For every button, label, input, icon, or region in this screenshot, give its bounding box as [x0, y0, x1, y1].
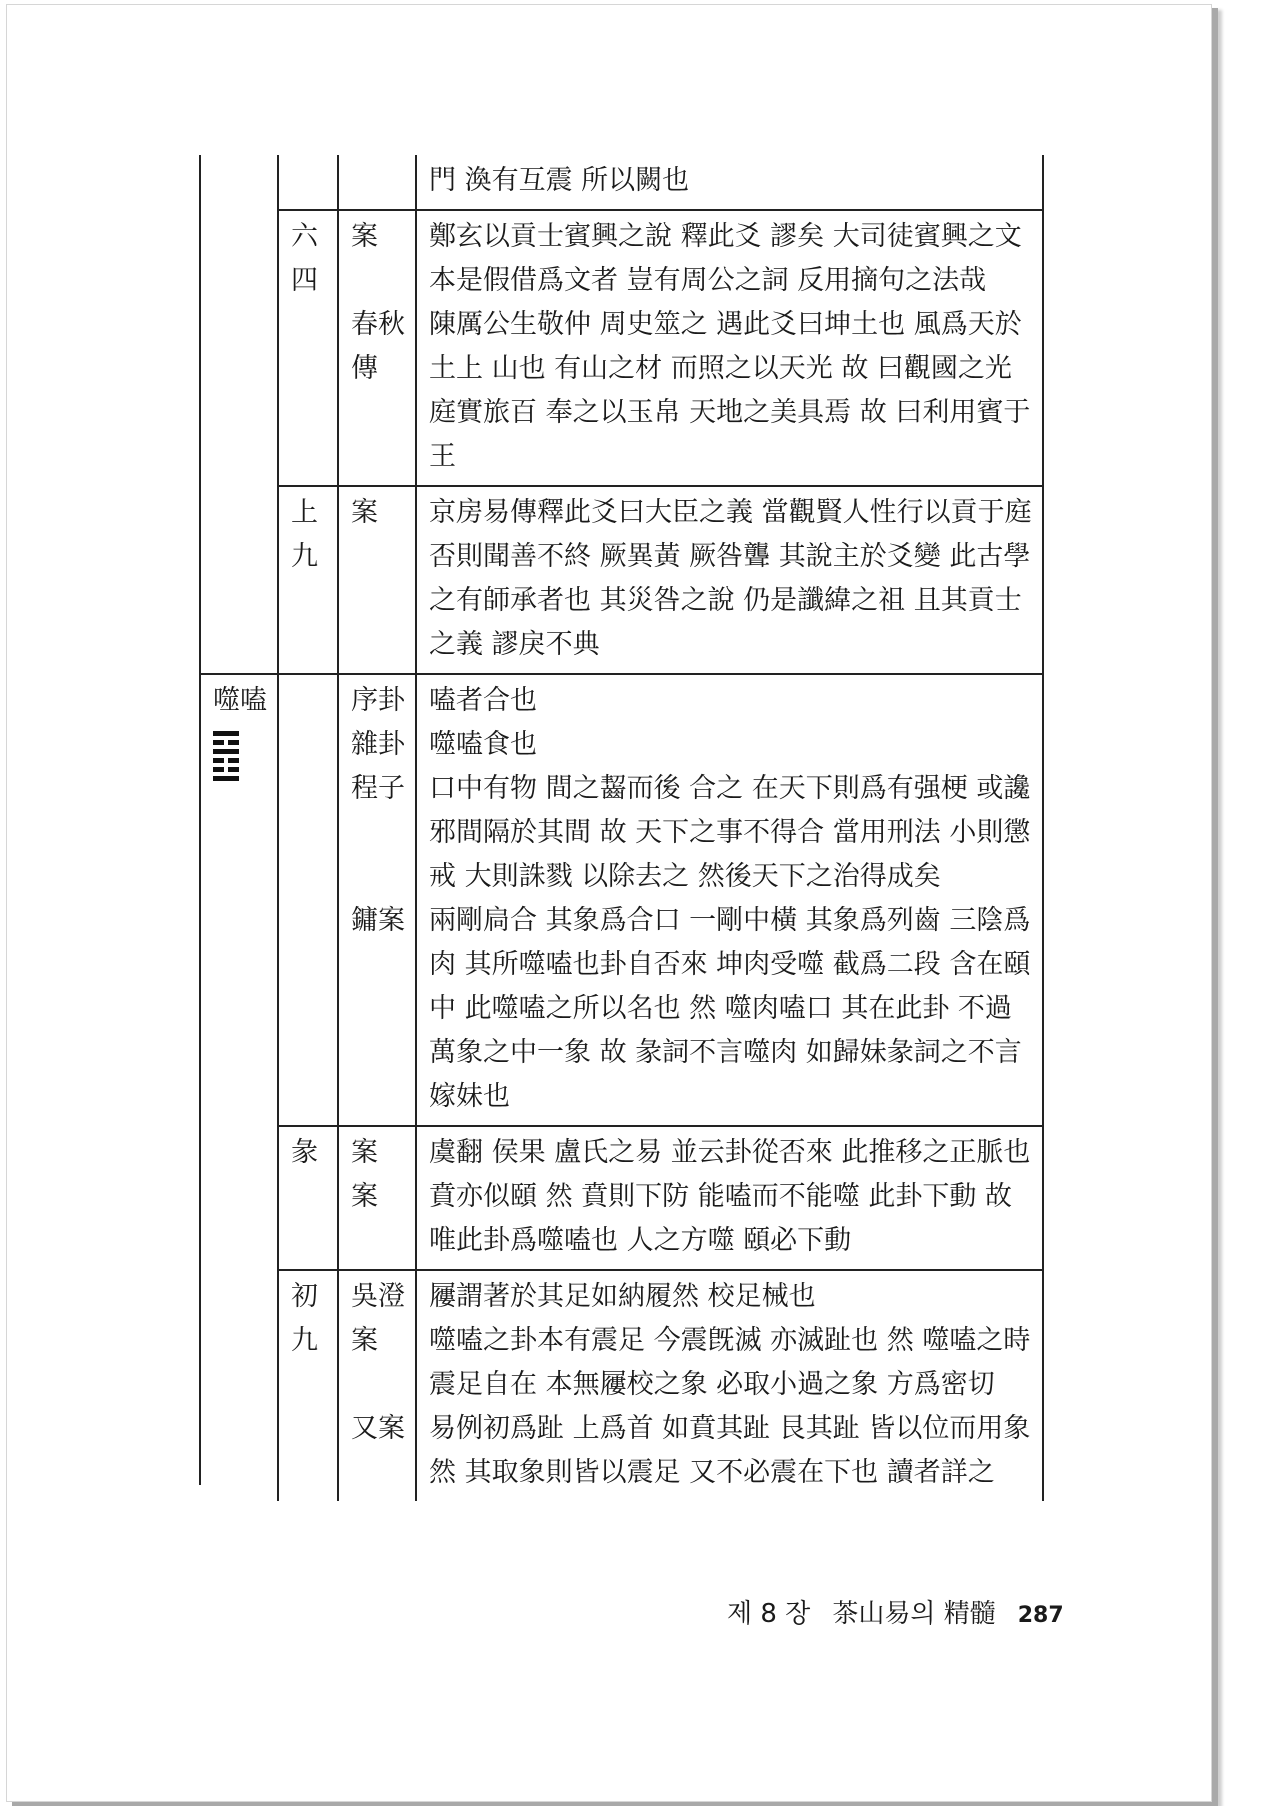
text-line: 噬嗑之卦本有震足 今震旣滅 亦滅趾也 然 噬嗑之時	[429, 1325, 1031, 1356]
text-line: 邪間隔於其間 故 天下之事不得合 當用刑法 小則懲	[429, 817, 1031, 848]
text-line: 之有師承者也 其災咎之說 仍是讖緯之祖 且其貢士	[429, 585, 1022, 616]
text-line: 本是假借爲文者 豈有周公之詞 反用摘句之法哉	[429, 265, 987, 296]
table-row	[201, 155, 1043, 210]
source-label: 案	[351, 1325, 378, 1356]
commentary-table	[201, 155, 1044, 1501]
line-cell	[278, 674, 338, 1126]
table-row	[201, 1126, 1043, 1270]
source-label: 案	[351, 497, 378, 528]
source-cell	[338, 1126, 416, 1270]
text-line: 京房易傳釋此爻曰大臣之義 當觀賢人性行以貢于庭	[429, 497, 1032, 528]
text-line: 口中有物 間之齧而後 合之 在天下則爲有强梗 或讒	[429, 773, 1031, 804]
text-line: 萬象之中一象 故 彖詞不言噬肉 如歸妹彖詞之不言	[429, 1037, 1022, 1068]
book-page	[6, 4, 1212, 1802]
text-line: 庭實旅百 奉之以玉帛 天地之美具焉 故 曰利用賓于	[429, 397, 1031, 428]
source-label: 春秋	[351, 309, 405, 340]
table-row	[201, 1270, 1043, 1501]
text-line: 噬嗑食也	[429, 729, 537, 760]
source-cell	[338, 1270, 416, 1501]
text-line: 土上 山也 有山之材 而照之以天光 故 曰觀國之光	[429, 353, 1012, 384]
text-line: 兩剛扃合 其象爲合口 一剛中橫 其象爲列齒 三陰爲	[429, 905, 1031, 936]
text-line: 肉 其所噬嗑也卦自否來 坤肉受噬 截爲二段 含在頤	[429, 949, 1031, 980]
source-cell	[338, 155, 416, 210]
text-cell	[416, 486, 1043, 674]
text-line: 王	[429, 441, 456, 472]
source-label: 案	[351, 1137, 378, 1168]
hexagram-name: 噬嗑	[213, 685, 267, 716]
table-row	[201, 674, 1043, 1126]
text-line: 門 渙有互震 所以闕也	[429, 165, 690, 196]
text-cell	[416, 674, 1043, 1126]
source-label: 雜卦	[351, 729, 405, 760]
source-cell	[338, 210, 416, 486]
page-number: 287	[1017, 1603, 1064, 1628]
line-cell: 六四	[278, 210, 338, 486]
source-label: 吳澄	[351, 1281, 405, 1312]
line-cell	[278, 155, 338, 210]
source-cell	[338, 674, 416, 1126]
text-line: 戒 大則誅戮 以除去之 然後天下之治得成矣	[429, 861, 941, 892]
source-label: 又案	[351, 1413, 405, 1444]
text-cell	[416, 1126, 1043, 1270]
source-label: 序卦	[351, 685, 405, 716]
text-line: 然 其取象則皆以震足 又不必震在下也 讀者詳之	[429, 1457, 995, 1488]
text-line: 虞翻 侯果 盧氏之易 並云卦從否來 此推移之正脈也	[429, 1137, 1031, 1168]
hexagram-cell	[201, 674, 278, 1126]
text-line: 陳厲公生敬仲 周史筮之 遇此爻曰坤土也 風爲天於	[429, 309, 1022, 340]
hexagram-symbol-icon	[213, 731, 239, 781]
text-line: 中 此噬嗑之所以名也 然 噬肉嗑口 其在此卦 不過	[429, 993, 1012, 1024]
table-row	[201, 486, 1043, 674]
line-cell: 初九	[278, 1270, 338, 1501]
chapter-label: 제 8 장	[727, 1599, 811, 1629]
source-label: 案	[351, 1181, 378, 1212]
chapter-title: 茶山易의 精髓	[832, 1599, 996, 1629]
text-line: 賁亦似頤 然 賁則下防 能嗑而不能噬 此卦下動 故	[429, 1181, 1012, 1212]
text-line: 否則聞善不終 厥異黃 厥咎聾 其說主於爻變 此古學	[429, 541, 1031, 572]
text-line: 之義 謬戾不典	[429, 629, 600, 660]
text-line: 嫁妹也	[429, 1081, 510, 1112]
table-row	[201, 210, 1043, 486]
source-label: 程子	[351, 773, 405, 804]
source-label: 鏞案	[351, 905, 405, 936]
text-line: 嗑者合也	[429, 685, 537, 716]
text-line: 鄭玄以貢士賓興之說 釋此爻 謬矣 大司徒賓興之文	[429, 221, 1022, 252]
source-label: 傳	[351, 353, 378, 384]
text-cell	[416, 210, 1043, 486]
source-cell	[338, 486, 416, 674]
line-cell: 彖	[278, 1126, 338, 1270]
line-cell: 上九	[278, 486, 338, 674]
text-line: 唯此卦爲噬嗑也 人之方噬 頤必下動	[429, 1225, 852, 1256]
text-cell	[416, 1270, 1043, 1501]
text-cell	[416, 155, 1043, 210]
source-label: 案	[351, 221, 378, 252]
page-footer	[727, 1593, 1064, 1630]
text-line: 震足自在 本無屨校之象 必取小過之象 方爲密切	[429, 1369, 995, 1400]
text-line: 易例初爲趾 上爲首 如賁其趾 艮其趾 皆以位而用象	[429, 1413, 1031, 1444]
text-line: 屨謂著於其足如納履然 校足械也	[429, 1281, 816, 1312]
